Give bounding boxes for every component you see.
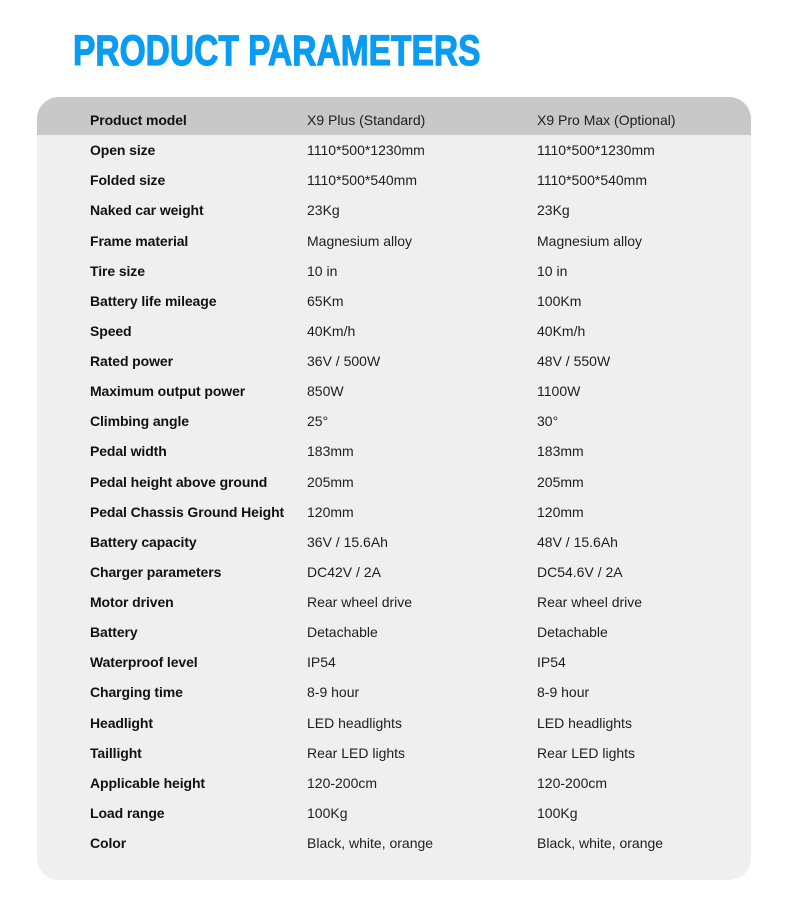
pro-value: 23Kg: [537, 202, 570, 219]
param-name: Battery capacity: [90, 533, 197, 550]
pro-value: 1100W: [537, 383, 581, 400]
plus-value: Rear LED lights: [307, 744, 406, 761]
param-name: Tire size: [90, 262, 145, 279]
param-row: [37, 286, 751, 316]
param-row: [37, 647, 751, 677]
param-row: [37, 557, 751, 587]
pro-value: 100Km: [537, 292, 582, 309]
plus-value: 40Km/h: [307, 322, 356, 339]
plus-value: 120mm: [307, 503, 354, 520]
param-name: Speed: [90, 322, 132, 339]
param-row: [37, 165, 751, 195]
param-row: [37, 738, 751, 768]
plus-value: 120-200cm: [307, 774, 378, 791]
plus-value: Magnesium alloy: [307, 232, 413, 249]
pro-value: 120mm: [537, 503, 584, 520]
pro-value: IP54: [537, 654, 566, 671]
pro-value: Rear wheel drive: [537, 594, 643, 610]
pro-value: 1110*500*540mm: [537, 172, 648, 189]
pro-value: Rear LED lights: [537, 744, 636, 761]
param-name: Motor driven: [90, 594, 174, 610]
parameters-table: [37, 97, 751, 880]
param-row: [37, 617, 751, 647]
param-name: Pedal width: [90, 443, 167, 460]
pro-value: LED headlights: [537, 714, 632, 731]
plus-value: 36V / 500W: [307, 353, 381, 369]
header-col-plus: X9 Plus (Standard): [307, 112, 426, 128]
param-name: Pedal height above ground: [90, 473, 268, 490]
param-name: Taillight: [90, 744, 142, 761]
param-name: Headlight: [90, 714, 153, 731]
param-row: [37, 527, 751, 557]
param-name: Load range: [90, 804, 165, 821]
page-title: PRODUCT PARAMETERS: [73, 27, 481, 75]
table-rows: [37, 105, 751, 858]
pro-value: Black, white, orange: [537, 835, 664, 851]
param-name: Pedal Chassis Ground Height: [90, 503, 285, 520]
param-row: [37, 406, 751, 436]
param-name: Color: [90, 835, 127, 851]
param-row: [37, 376, 751, 406]
plus-value: 850W: [307, 383, 344, 400]
plus-value: 1110*500*1230mm: [307, 142, 425, 159]
plus-value: Detachable: [307, 624, 378, 641]
pro-value: 1110*500*1230mm: [537, 142, 655, 159]
param-row: [37, 708, 751, 738]
param-row: [37, 316, 751, 346]
plus-value: 25°: [307, 413, 329, 430]
pro-value: 100Kg: [537, 804, 578, 821]
param-name: Naked car weight: [90, 202, 204, 219]
plus-value: Rear wheel drive: [307, 594, 413, 610]
table-header-row: [37, 105, 751, 135]
param-name: Battery life mileage: [90, 292, 217, 309]
param-row: [37, 798, 751, 828]
plus-value: IP54: [307, 654, 336, 671]
pro-value: 205mm: [537, 473, 584, 490]
plus-value: DC42V / 2A: [307, 563, 381, 580]
param-row: [37, 346, 751, 376]
param-row: [37, 677, 751, 707]
param-row: [37, 587, 751, 617]
pro-value: 8-9 hour: [537, 684, 590, 701]
param-name: Folded size: [90, 172, 166, 189]
param-name: Open size: [90, 142, 156, 159]
plus-value: 8-9 hour: [307, 684, 360, 701]
pro-value: 183mm: [537, 443, 584, 460]
plus-value: 205mm: [307, 473, 354, 490]
pro-value: Magnesium alloy: [537, 232, 643, 249]
param-row: [37, 256, 751, 286]
param-row: [37, 467, 751, 497]
param-name: Maximum output power: [90, 383, 246, 400]
param-row: [37, 497, 751, 527]
param-row: [37, 135, 751, 165]
plus-value: 36V / 15.6Ah: [307, 533, 388, 550]
param-row: [37, 226, 751, 256]
pro-value: 48V / 15.6Ah: [537, 533, 618, 550]
param-row: [37, 768, 751, 798]
plus-value: Black, white, orange: [307, 835, 434, 851]
plus-value: LED headlights: [307, 714, 402, 731]
plus-value: 10 in: [307, 262, 338, 279]
pro-value: 30°: [537, 413, 559, 430]
pro-value: 48V / 550W: [537, 353, 611, 369]
param-row: [37, 436, 751, 466]
param-name: Applicable height: [90, 774, 205, 791]
param-name: Battery: [90, 624, 138, 641]
plus-value: 100Kg: [307, 804, 348, 821]
param-name: Charger parameters: [90, 563, 222, 580]
param-row: [37, 828, 751, 858]
plus-value: 65Km: [307, 292, 344, 309]
param-name: Charging time: [90, 684, 183, 701]
pro-value: 40Km/h: [537, 322, 586, 339]
plus-value: 23Kg: [307, 202, 340, 219]
plus-value: 1110*500*540mm: [307, 172, 418, 189]
param-name: Waterproof level: [90, 654, 198, 671]
header-col-pro: X9 Pro Max (Optional): [537, 112, 676, 128]
pro-value: 120-200cm: [537, 774, 608, 791]
header-label: Product model: [90, 112, 187, 128]
pro-value: 10 in: [537, 262, 568, 279]
plus-value: 183mm: [307, 443, 354, 460]
param-name: Climbing angle: [90, 413, 189, 430]
param-row: [37, 195, 751, 225]
pro-value: Detachable: [537, 624, 608, 641]
param-name: Rated power: [90, 353, 173, 369]
param-name: Frame material: [90, 232, 189, 249]
pro-value: DC54.6V / 2A: [537, 563, 623, 580]
